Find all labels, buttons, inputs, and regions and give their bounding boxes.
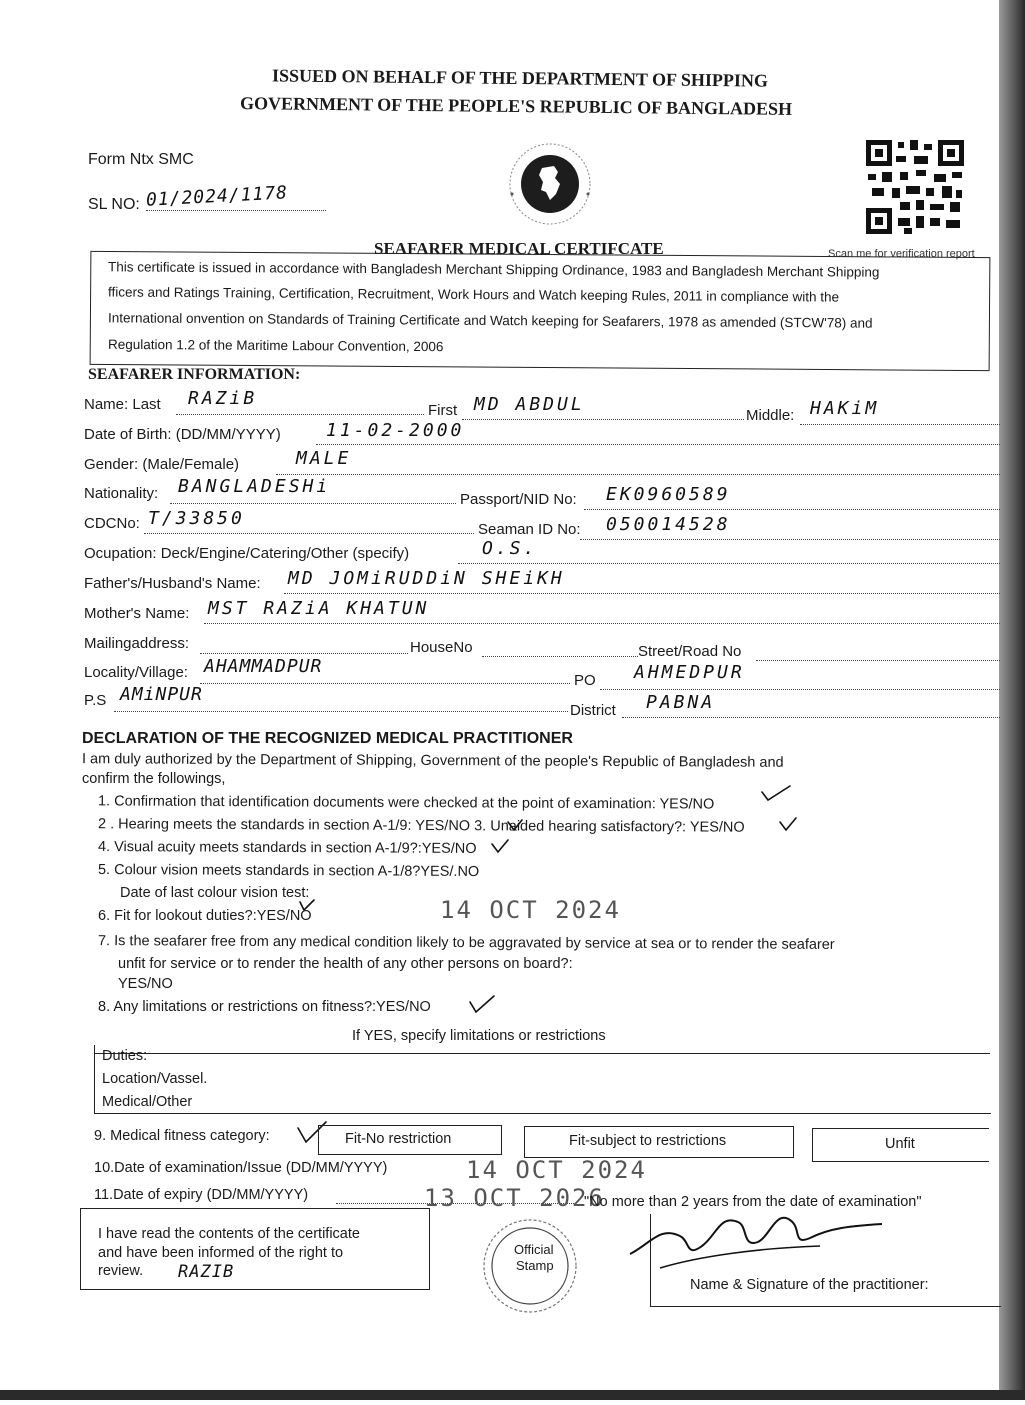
limitations-box	[94, 1045, 991, 1114]
expiry-date-stamp: 13 OCT 2026	[424, 1184, 605, 1212]
acknowledgement-line-1: I have read the contents of the certificate	[98, 1226, 360, 1242]
exam-date-stamp: 14 OCT 2024	[466, 1156, 647, 1184]
mailing-line	[200, 653, 408, 654]
locality-line	[200, 683, 570, 684]
name-last-value: RAZiB	[188, 388, 258, 409]
qr-caption: Scan me for verification report	[828, 248, 975, 260]
expiry-note: "No more than 2 years from the date of examination"	[584, 1194, 922, 1210]
limits-heading: If YES, specify limitations or restrictions	[352, 1028, 606, 1044]
category-fit-label: Fit-No restriction	[345, 1131, 452, 1147]
cdc-value: T/33850	[148, 508, 245, 529]
practitioner-signature	[620, 1196, 900, 1276]
name-middle-line	[800, 424, 1000, 425]
question-11: 11.Date of expiry (DD/MM/YYYY)	[94, 1187, 309, 1203]
gender-line	[276, 474, 1000, 475]
po-line	[600, 689, 1000, 690]
street-line	[756, 660, 1000, 661]
location-vessel-label: Location/Vassel.	[102, 1071, 208, 1087]
dob-value: 11-02-2000	[326, 420, 465, 441]
question-7-line-2: unfit for service or to render the health of any other persons on board?:	[118, 956, 573, 972]
street-label: Street/Road No	[638, 643, 742, 660]
ps-line	[114, 711, 568, 712]
intro-line-4: Regulation 1.2 of the Maritime Labour Convention, 2006	[107, 336, 444, 355]
question-5: 5. Colour vision meets standards in section A-1/8?YES/.NO	[97, 862, 480, 880]
intro-line-1: This certificate is issued in accordance with Bangladesh Merchant Shipping Ordinance, 1983 and Bangladesh Merchant Shipping	[107, 259, 880, 280]
locality-value: AHAMMADPUR	[204, 656, 323, 677]
seafarer-info-heading: SEAFARER INFORMATION:	[88, 366, 301, 383]
name-last-label: Name: Last	[84, 396, 161, 413]
intro-line-2: fficers and Ratings Training, Certification, Recruitment, Work Hours and Watch keeping Rules, 2011 in compliance with the	[107, 284, 840, 305]
cdc-line	[144, 533, 474, 534]
question-5-colour-test: Date of last colour vision test:	[120, 885, 310, 901]
gender-value: MALE	[296, 448, 352, 469]
sl-no-value: 01/2024/1178	[145, 182, 289, 211]
name-first-label: First	[428, 402, 458, 419]
seafarer-signature: RAZIB	[178, 1262, 235, 1282]
question-9: 9. Medical fitness category:	[94, 1128, 270, 1144]
gender-label: Gender: (Male/Female)	[84, 456, 240, 473]
passport-value: EK0960589	[606, 484, 731, 505]
cdc-label: CDCNo:	[84, 515, 140, 532]
question-10: 10.Date of examination/Issue (DD/MM/YYYY)	[94, 1160, 388, 1176]
practitioner-label: Name & Signature of the practitioner:	[690, 1277, 929, 1293]
question-2-3: 2 . Hearing meets the standards in section A-1/9: YES/NO 3. Unaided hearing satisfactory?: YES/NO	[97, 816, 745, 836]
stamp-label-2: Stamp	[516, 1258, 554, 1273]
question-8: 8. Any limitations or restrictions on fitness?:YES/NO	[98, 999, 431, 1015]
father-name-label: Father's/Husband's Name:	[84, 575, 261, 592]
seaman-id-label: Seaman ID No:	[478, 521, 581, 538]
sl-no-label: SL NO:	[88, 196, 140, 213]
category-subject-label: Fit-subject to restrictions	[569, 1133, 727, 1149]
po-label: PO	[574, 672, 596, 689]
question-1: 1. Confirmation that identification documents were checked at the point of examination: YES/NO	[97, 793, 715, 813]
name-middle-value: HAKiM	[810, 398, 880, 419]
category-fit-subject[interactable]	[524, 1126, 794, 1158]
category-unfit-label: Unfit	[885, 1136, 915, 1152]
locality-label: Locality/Village:	[84, 664, 188, 681]
nationality-line	[170, 503, 456, 504]
father-name-value: MD JOMiRUDDiN SHEiKH	[288, 568, 565, 589]
occupation-line	[458, 563, 1000, 564]
question-4: 4. Visual acuity meets standards in section A-1/9?:YES/NO	[97, 839, 477, 857]
question-7-answer: YES/NO	[118, 976, 173, 992]
passport-label: Passport/NID No:	[460, 491, 577, 508]
mailing-address-label: Mailingaddress:	[84, 635, 190, 652]
colour-test-date-stamp: 14 OCT 2024	[440, 896, 621, 924]
district-value: PABNA	[646, 692, 716, 713]
seaman-id-line	[580, 539, 1000, 540]
category-fit-no-restriction[interactable]	[318, 1125, 502, 1155]
form-code: Form Ntx SMC	[88, 151, 194, 168]
mother-name-value: MST RAZiA KHATUN	[208, 598, 430, 619]
house-no-label: HouseNo	[410, 639, 473, 656]
ps-label: P.S	[84, 692, 107, 709]
dob-label: Date of Birth: (DD/MM/YYYY)	[84, 426, 281, 443]
name-middle-label: Middle:	[746, 407, 795, 424]
duties-label: Duties:	[102, 1048, 148, 1064]
name-last-line	[176, 414, 424, 415]
nationality-value: BANGLADESHi	[178, 476, 331, 497]
declaration-intro-1: I am duly authorized by the Department of Shipping, Government of the people's Republic of Bangladesh and	[81, 751, 784, 771]
qr-code[interactable]	[864, 138, 966, 236]
father-name-line	[284, 593, 1000, 594]
header-line-1: ISSUED ON BEHALF OF THE DEPARTMENT OF SHIPPING	[271, 65, 769, 91]
question-6: 6. Fit for lookout duties?:YES/NO	[98, 908, 312, 924]
occupation-label: Ocupation: Deck/Engine/Catering/Other (specify)	[84, 545, 410, 562]
category-unfit[interactable]	[812, 1128, 989, 1162]
certificate-title: SEAFARER MEDICAL CERTIFCATE	[374, 239, 664, 258]
question-7-line-1: 7. Is the seafarer free from any medical condition likely to be aggravated by service at sea or to render the seafarer	[97, 933, 835, 953]
stamp-label-1: Official	[514, 1242, 554, 1257]
district-line	[622, 717, 1000, 718]
scan-page-edge	[999, 0, 1025, 1400]
declaration-heading: DECLARATION OF THE RECOGNIZED MEDICAL PRACTITIONER	[82, 730, 573, 747]
dob-line	[316, 444, 1000, 445]
passport-line	[584, 509, 1000, 510]
intro-line-3: International onvention on Standards of Training Certificate and Watch keeping for Seafarers, 1978 as amended (STCW'78) and	[107, 310, 873, 331]
scan-page-edge-bottom	[0, 1390, 1025, 1400]
official-stamp	[482, 1218, 578, 1314]
sl-no-line	[146, 210, 326, 211]
po-value: AHMEDPUR	[634, 662, 745, 683]
acknowledgement-line-3: review.	[98, 1263, 144, 1279]
mother-name-line	[204, 623, 1000, 624]
ps-value: AMiNPUR	[120, 684, 203, 705]
limitations-top-line	[94, 1053, 990, 1054]
header-line-2: GOVERNMENT OF THE PEOPLE'S REPUBLIC OF BANGLADESH	[239, 93, 793, 119]
district-label: District	[570, 702, 616, 719]
nationality-label: Nationality:	[84, 485, 159, 502]
government-emblem	[498, 142, 602, 226]
house-no-line	[482, 656, 638, 657]
medical-other-label: Medical/Other	[102, 1094, 193, 1110]
name-first-value: MD ABDUL	[474, 394, 585, 415]
occupation-value: O.S.	[482, 538, 538, 559]
mother-name-label: Mother's Name:	[84, 605, 190, 622]
name-first-line	[462, 419, 744, 420]
declaration-intro-2: confirm the followings,	[82, 771, 226, 787]
acknowledgement-line-2: and have been informed of the right to	[98, 1245, 344, 1261]
seaman-id-value: 050014528	[606, 514, 731, 535]
